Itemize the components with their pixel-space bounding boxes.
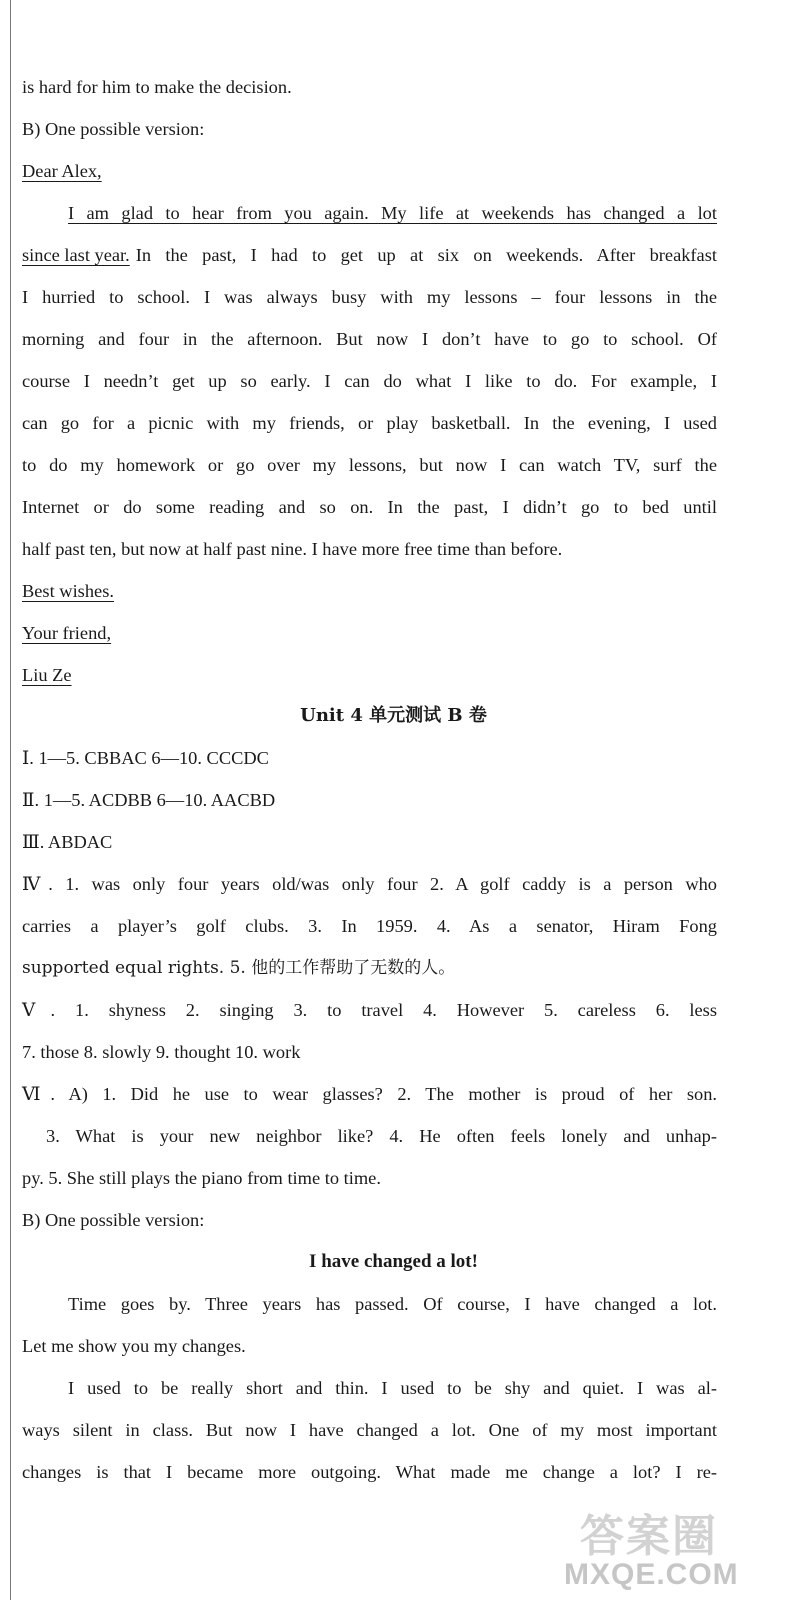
letter-signature: Liu Ze <box>22 665 72 685</box>
answer-key-line: 3. What is your new neighbor like? 4. He often feels lonely and unhap- <box>46 1126 717 1146</box>
section-label: B) One possible version: <box>22 119 205 139</box>
letter-line: Internet or do some reading and so on. In the past, I didn’t go to bed until <box>22 497 717 517</box>
letter-line-rest: In the past, I had to get up at six on weekends. After breakfast <box>135 245 717 265</box>
unit-heading: Unit 4 单元测试 B 卷 <box>300 705 487 726</box>
section-label: B) One possible version: <box>22 1210 205 1230</box>
letter-line: course I needn’t get up so early. I can do what I like to do. For example, I <box>22 371 717 391</box>
answer-key-line: carries a player’s golf clubs. 3. In 1959. 4. As a senator, Hiram Fong <box>22 916 717 936</box>
site-watermark <box>560 1500 770 1596</box>
letter-line: to do my homework or go over my lessons, but now I can watch TV, surf the <box>22 455 717 475</box>
underlined-phrase: since last year. <box>22 245 130 265</box>
watermark-logo-text: 答案圈 <box>580 1512 718 1561</box>
watermark-url: MXQE.COM <box>564 1558 739 1591</box>
answer-key-line: Ⅵ. A) 1. Did he use to wear glasses? 2. The mother is proud of her son. <box>22 1084 717 1104</box>
essay-line: ways silent in class. But now I have changed a lot. One of my most important <box>22 1420 717 1440</box>
letter-line: half past ten, but now at half past nine. I have more free time than before. <box>22 539 563 559</box>
letter-line: I hurried to school. I was always busy with my lessons – four lessons in the <box>22 287 717 307</box>
essay-line: changes is that I became more outgoing. What made me change a lot? I re- <box>22 1462 717 1482</box>
answer-key-line: Ⅴ. 1. shyness 2. singing 3. to travel 4. However 5. careless 6. less <box>22 1000 717 1020</box>
letter-signoff: Your friend, <box>22 623 112 643</box>
answer-key-line: Ⅰ. 1—5. CBBAC 6—10. CCCDC <box>22 748 269 768</box>
answer-key-line: py. 5. She still plays the piano from time to time. <box>22 1168 381 1188</box>
answer-key-line: supported equal rights. 5. 他的工作帮助了无数的人。 <box>22 958 456 978</box>
letter-line: morning and four in the afternoon. But now I don’t have to go to school. Of <box>22 329 717 349</box>
letter-line <box>22 242 717 268</box>
answer-key-line: Ⅱ. 1—5. ACDBB 6—10. AACBD <box>22 790 276 810</box>
answer-key-line: Ⅲ. ABDAC <box>22 832 113 852</box>
letter-line: I am glad to hear from you again. My life at weekends has changed a lot <box>68 203 717 223</box>
essay-line: Let me show you my changes. <box>22 1336 246 1356</box>
answer-line: is hard for him to make the decision. <box>22 77 292 97</box>
letter-closing: Best wishes. <box>22 581 114 601</box>
answer-key-line: Ⅳ. 1. was only four years old/was only four 2. A golf caddy is a person who <box>22 874 717 894</box>
essay-title: I have changed a lot! <box>309 1251 478 1272</box>
essay-line: Time goes by. Three years has passed. Of course, I have changed a lot. <box>68 1294 717 1314</box>
letter-line: can go for a picnic with my friends, or play basketball. In the evening, I used <box>22 413 717 433</box>
essay-line: I used to be really short and thin. I used to be shy and quiet. I was al- <box>68 1378 717 1398</box>
left-margin-rule <box>10 0 11 1600</box>
letter-greeting: Dear Alex, <box>22 161 102 181</box>
answer-key-line: 7. those 8. slowly 9. thought 10. work <box>22 1042 301 1062</box>
